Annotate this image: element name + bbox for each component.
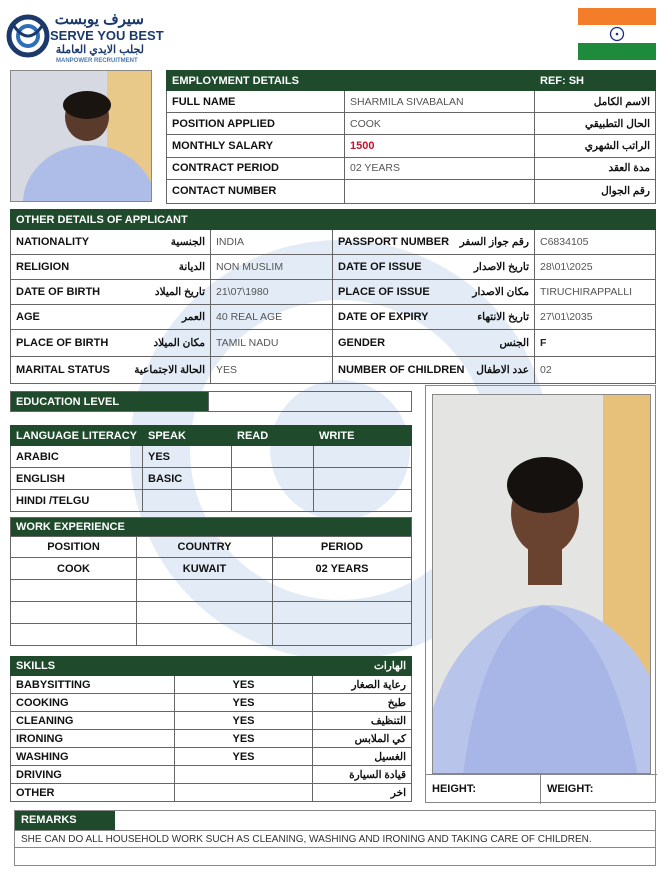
contract-period-value: 02 YEARS: [345, 157, 535, 179]
skills-header: SKILLS: [11, 657, 313, 676]
work-period-value: 02 YEARS: [273, 558, 412, 580]
position-applied-value: COOK: [345, 113, 535, 135]
age-arabic: العمر: [181, 311, 205, 323]
age-value: 40 REAL AGE: [211, 305, 333, 330]
religion-value: NON MUSLIM: [211, 255, 333, 280]
education-level-value: [209, 392, 412, 412]
skill-driving-value: [175, 766, 313, 784]
skill-babysitting-arabic: رعاية الصغار: [313, 676, 412, 694]
applicant-photo-small: [10, 70, 152, 202]
work-period-header: PERIOD: [273, 537, 412, 558]
table-row: [11, 784, 412, 802]
logo-knot-icon: [6, 12, 50, 60]
work-cell: [11, 580, 137, 602]
arabic-read: [232, 446, 314, 468]
position-applied-label: POSITION APPLIED: [167, 113, 345, 135]
english-read: [232, 468, 314, 490]
work-cell: [137, 602, 273, 624]
date-of-birth-arabic: تاريخ الميلاد: [154, 286, 205, 298]
date-of-birth-label: DATE OF BIRTH: [16, 286, 101, 298]
table-row: [11, 730, 412, 748]
contact-number-value: [345, 179, 535, 203]
table-row: [11, 468, 412, 490]
employment-header: EMPLOYMENT DETAILS: [167, 71, 535, 91]
monthly-salary-arabic: الراتب الشهري: [535, 135, 656, 157]
logo-english: SERVE YOU BEST: [50, 28, 164, 43]
employment-ref: REF: SH: [535, 71, 656, 91]
skills-section: [10, 656, 412, 801]
table-row: [11, 446, 412, 468]
skill-washing-arabic: الغسيل: [313, 748, 412, 766]
table-row: [11, 676, 412, 694]
skill-driving-arabic: قيادة السيارة: [313, 766, 412, 784]
skill-cooking-value: YES: [175, 694, 313, 712]
hindi-write: [314, 490, 412, 512]
work-country-header: COUNTRY: [137, 537, 273, 558]
work-country-value: KUWAIT: [137, 558, 273, 580]
logo-arabic-sub: لجلب الايدي العاملة: [55, 44, 144, 56]
skill-other-arabic: اخر: [313, 784, 412, 802]
language-hindi-telgu: HINDI /TELGU: [11, 490, 143, 512]
passport-number-label: PASSPORT NUMBER: [338, 236, 450, 248]
education-level-header: EDUCATION LEVEL: [11, 392, 209, 412]
date-of-issue-arabic: تاريخ الاصدار: [473, 261, 529, 273]
marital-status-value: YES: [211, 357, 333, 384]
education-level-section: [10, 391, 412, 412]
hindi-read: [232, 490, 314, 512]
marital-status-label: MARITAL STATUS: [16, 364, 110, 376]
contract-period-label: CONTRACT PERIOD: [167, 157, 345, 179]
contract-period-arabic: مدة العقد: [535, 157, 656, 179]
other-details-header: OTHER DETAILS OF APPLICANT: [11, 210, 333, 230]
english-speak: BASIC: [143, 468, 232, 490]
contact-number-label: CONTACT NUMBER: [167, 179, 345, 203]
work-cell: [11, 624, 137, 646]
passport-number-arabic: رقم جواز السفر: [459, 236, 529, 248]
remarks-section: [14, 810, 656, 866]
skill-cleaning: CLEANING: [11, 712, 175, 730]
skill-ironing-value: YES: [175, 730, 313, 748]
chakra-icon: [609, 26, 625, 42]
nationality-label: NATIONALITY: [16, 236, 90, 248]
date-of-expiry-label: DATE OF EXPIRY: [338, 311, 429, 323]
date-of-issue-label: DATE OF ISSUE: [338, 261, 422, 273]
india-flag: [578, 8, 656, 60]
table-row: [11, 766, 412, 784]
gender-arabic: الجنس: [499, 337, 529, 349]
weight-label: WEIGHT:: [547, 783, 594, 795]
language-arabic: ARABIC: [11, 446, 143, 468]
monthly-salary-value: 1500: [345, 135, 535, 157]
work-cell: [273, 580, 412, 602]
age-label: AGE: [16, 311, 40, 323]
marital-status-arabic: الحالة الاجتماعية: [134, 364, 205, 376]
remarks-header: REMARKS: [15, 811, 115, 830]
arabic-speak: YES: [143, 446, 232, 468]
passport-number-value: C6834105: [535, 230, 656, 255]
work-experience-section: [10, 517, 412, 645]
religion-arabic: الديانة: [178, 261, 205, 273]
speak-header: SPEAK: [143, 426, 232, 446]
table-row: [11, 602, 412, 624]
english-write: [314, 468, 412, 490]
contact-number-arabic: رقم الجوال: [535, 179, 656, 203]
work-cell: [273, 624, 412, 646]
nationality-value: INDIA: [211, 230, 333, 255]
logo-arabic: سيرف يوبست: [54, 11, 144, 28]
skill-driving: DRIVING: [11, 766, 175, 784]
company-logo: [6, 8, 166, 66]
write-header: WRITE: [314, 426, 412, 446]
language-header: LANGUAGE LITERACY: [11, 426, 143, 446]
table-row: [11, 748, 412, 766]
skill-babysitting: BABYSITTING: [11, 676, 175, 694]
full-name-label: FULL NAME: [167, 91, 345, 113]
skill-ironing-arabic: كي الملابس: [313, 730, 412, 748]
arabic-write: [314, 446, 412, 468]
skill-washing: WASHING: [11, 748, 175, 766]
full-name-arabic: الاسم الكامل: [535, 91, 656, 113]
applicant-photo-full: [425, 385, 656, 803]
place-of-issue-arabic: مكان الاصدار: [472, 286, 529, 298]
skill-other-value: [175, 784, 313, 802]
table-row: [11, 624, 412, 646]
date-of-birth-value: 21\07\1980: [211, 280, 333, 305]
work-position-header: POSITION: [11, 537, 137, 558]
place-of-issue-label: PLACE OF ISSUE: [338, 286, 430, 298]
work-cell: [137, 580, 273, 602]
table-row: [11, 580, 412, 602]
table-row: [11, 694, 412, 712]
skill-ironing: IRONING: [11, 730, 175, 748]
skill-cleaning-value: YES: [175, 712, 313, 730]
remarks-text: SHE CAN DO ALL HOUSEHOLD WORK SUCH AS CLEANING, WASHING AND IRONING AND TAKING CARE OF CHILDREN.: [15, 830, 655, 848]
place-of-birth-value: TAMIL NADU: [211, 330, 333, 357]
place-of-issue-value: TIRUCHIRAPPALLI: [535, 280, 656, 305]
logo-tagline: MANPOWER RECRUITMENT: [56, 58, 138, 64]
skill-cooking-arabic: طبخ: [313, 694, 412, 712]
number-of-children-label: NUMBER OF CHILDREN: [338, 364, 465, 376]
position-applied-arabic: الحال التطبيقي: [535, 113, 656, 135]
number-of-children-arabic: عدد الاطفال: [476, 364, 529, 376]
date-of-issue-value: 28\01\2025: [535, 255, 656, 280]
employment-details-section: [166, 70, 656, 204]
table-row: [11, 490, 412, 512]
work-cell: [137, 624, 273, 646]
work-experience-header: WORK EXPERIENCE: [11, 518, 412, 537]
date-of-expiry-value: 27\01\2035: [535, 305, 656, 330]
place-of-birth-arabic: مكان الميلاد: [153, 337, 205, 349]
skills-header-arabic: الهارات: [313, 657, 412, 676]
nationality-arabic: الجنسية: [170, 236, 205, 248]
work-cell: [11, 602, 137, 624]
number-of-children-value: 02: [535, 357, 656, 384]
skill-washing-value: YES: [175, 748, 313, 766]
gender-label: GENDER: [338, 337, 386, 349]
date-of-expiry-arabic: تاريخ الانتهاء: [477, 311, 529, 323]
hindi-speak: [143, 490, 232, 512]
religion-label: RELIGION: [16, 261, 70, 273]
height-label: HEIGHT:: [426, 775, 541, 804]
other-details-section: [10, 209, 656, 383]
table-row: [11, 558, 412, 580]
place-of-birth-label: PLACE OF BIRTH: [16, 337, 109, 349]
table-row: [11, 712, 412, 730]
language-literacy-section: [10, 425, 412, 511]
skill-cooking: COOKING: [11, 694, 175, 712]
full-name-value: SHARMILA SIVABALAN: [345, 91, 535, 113]
language-english: ENGLISH: [11, 468, 143, 490]
skill-cleaning-arabic: التنظيف: [313, 712, 412, 730]
skill-babysitting-value: YES: [175, 676, 313, 694]
skill-other: OTHER: [11, 784, 175, 802]
read-header: READ: [232, 426, 314, 446]
work-position-value: COOK: [11, 558, 137, 580]
monthly-salary-label: MONTHLY SALARY: [167, 135, 345, 157]
work-cell: [273, 602, 412, 624]
gender-value: F: [535, 330, 656, 357]
